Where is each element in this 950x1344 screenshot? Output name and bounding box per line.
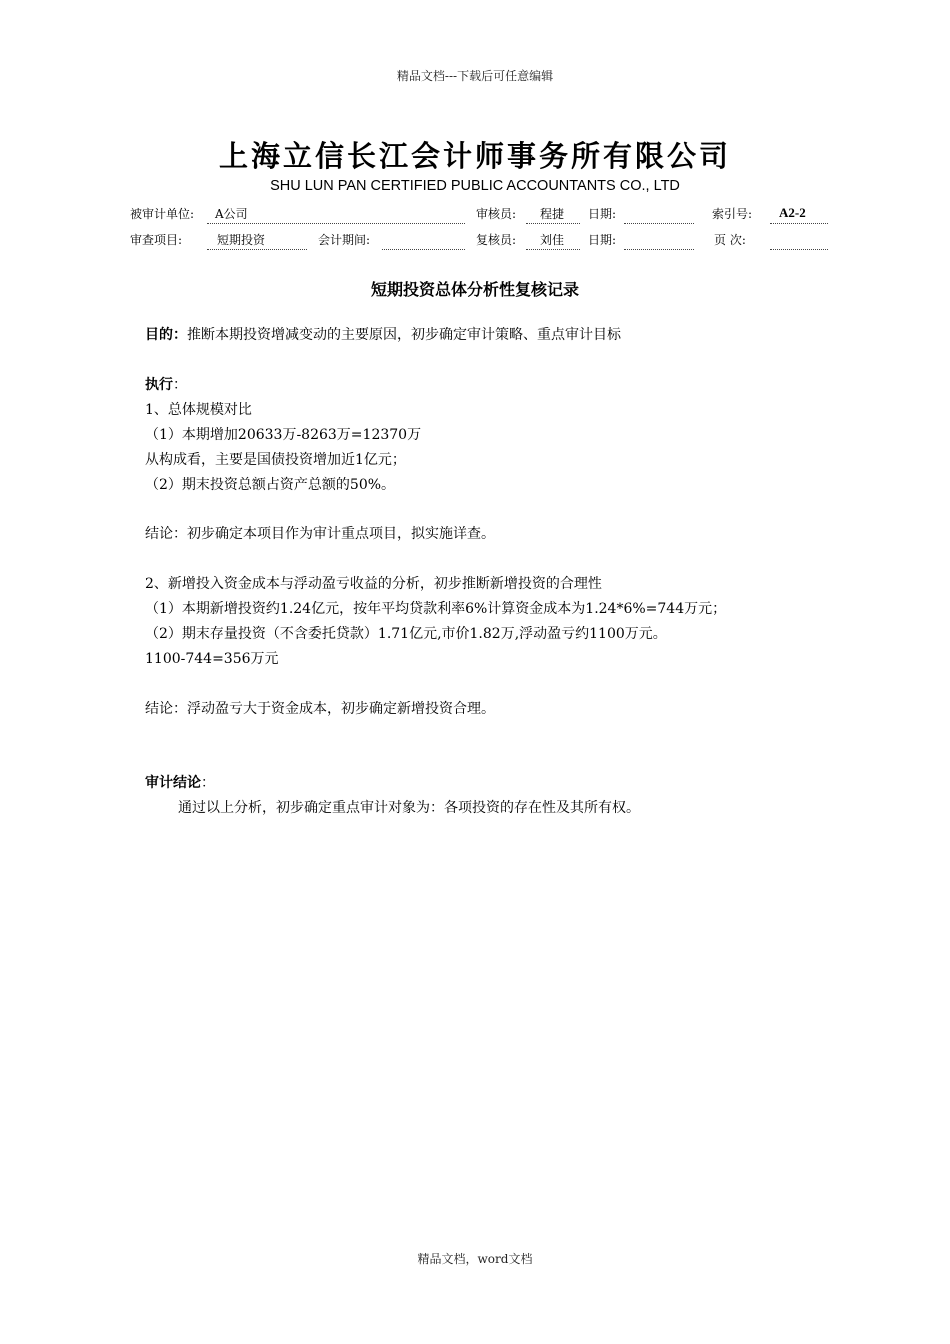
- section2-line3: 1100-744=356万元: [145, 651, 279, 667]
- index-value: A2-2: [779, 205, 806, 220]
- rechecker-underline: [526, 249, 580, 250]
- project-label: 审查项目:: [130, 233, 183, 247]
- section1-line2: 从构成看，主要是国债投资增加近1亿元；: [145, 452, 406, 468]
- purpose-text: 推断本期投资增减变动的主要原因，初步确定审计策略、重点审计目标: [187, 327, 621, 343]
- rechecker-label: 复核员:: [476, 233, 517, 247]
- section1-line1: （1）本期增加20633万-8263万=12370万: [145, 427, 422, 443]
- index-label: 索引号:: [712, 207, 753, 221]
- project-value: 短期投资: [217, 233, 266, 247]
- project-underline: [207, 249, 307, 250]
- section2-conclusion: 结论：浮动盈亏大于资金成本，初步确定新增投资合理。: [145, 701, 495, 717]
- audit-conclusion-colon: ：: [201, 775, 215, 791]
- execution-label: 执行: [145, 377, 173, 393]
- reviewer-value: 程捷: [540, 207, 565, 221]
- section1-line3: （2）期末投资总额占资产总额的50%。: [145, 477, 396, 493]
- page-underline: [770, 249, 828, 250]
- rechecker-value: 刘佳: [540, 233, 565, 247]
- period-label: 会计期间:: [318, 233, 371, 247]
- audited-unit-underline: [207, 223, 465, 224]
- index-underline: [770, 223, 828, 224]
- bottom-note: 精品文档，word文档: [417, 1252, 533, 1266]
- audit-conclusion-heading: [145, 776, 215, 790]
- execution-heading: [145, 378, 187, 392]
- page-label: 页 次:: [714, 233, 746, 247]
- section1-title: 1、总体规模对比: [145, 402, 252, 418]
- section2-line2: （2）期末存量投资（不含委托贷款）1.71亿元,市价1.82万,浮动盈亏约1100万元。: [145, 626, 667, 642]
- date1-label: 日期:: [588, 207, 617, 221]
- audited-unit-label: 被审计单位:: [130, 207, 195, 221]
- audited-unit-value: A公司: [215, 207, 248, 221]
- date2-underline: [624, 249, 694, 250]
- period-underline: [382, 249, 465, 250]
- purpose-label: 目的：: [145, 327, 187, 343]
- purpose-line: [145, 328, 621, 342]
- section2-line1: （1）本期新增投资约1.24亿元，按年平均贷款利率6%计算资金成本为1.24*6%=744万元；: [145, 601, 727, 617]
- audit-conclusion-label: 审计结论: [145, 775, 201, 791]
- company-name-en: SHU LUN PAN CERTIFIED PUBLIC ACCOUNTANTS CO., LTD: [270, 178, 680, 194]
- top-note: 精品文档---下载后可任意编辑: [396, 69, 554, 83]
- section1-conclusion: 结论：初步确定本项目作为审计重点项目，拟实施详查。: [145, 526, 495, 542]
- company-name-cn: 上海立信长江会计师事务所有限公司: [218, 139, 731, 173]
- reviewer-underline: [526, 223, 580, 224]
- execution-colon: ：: [173, 377, 187, 393]
- audit-conclusion-text: 通过以上分析，初步确定重点审计对象为：各项投资的存在性及其所有权。: [178, 800, 640, 816]
- section2-title: 2、新增投入资金成本与浮动盈亏收益的分析，初步推断新增投资的合理性: [145, 576, 602, 592]
- date2-label: 日期:: [588, 233, 617, 247]
- document-title: 短期投资总体分析性复核记录: [370, 280, 579, 299]
- reviewer-label: 审核员:: [476, 207, 517, 221]
- date1-underline: [624, 223, 694, 224]
